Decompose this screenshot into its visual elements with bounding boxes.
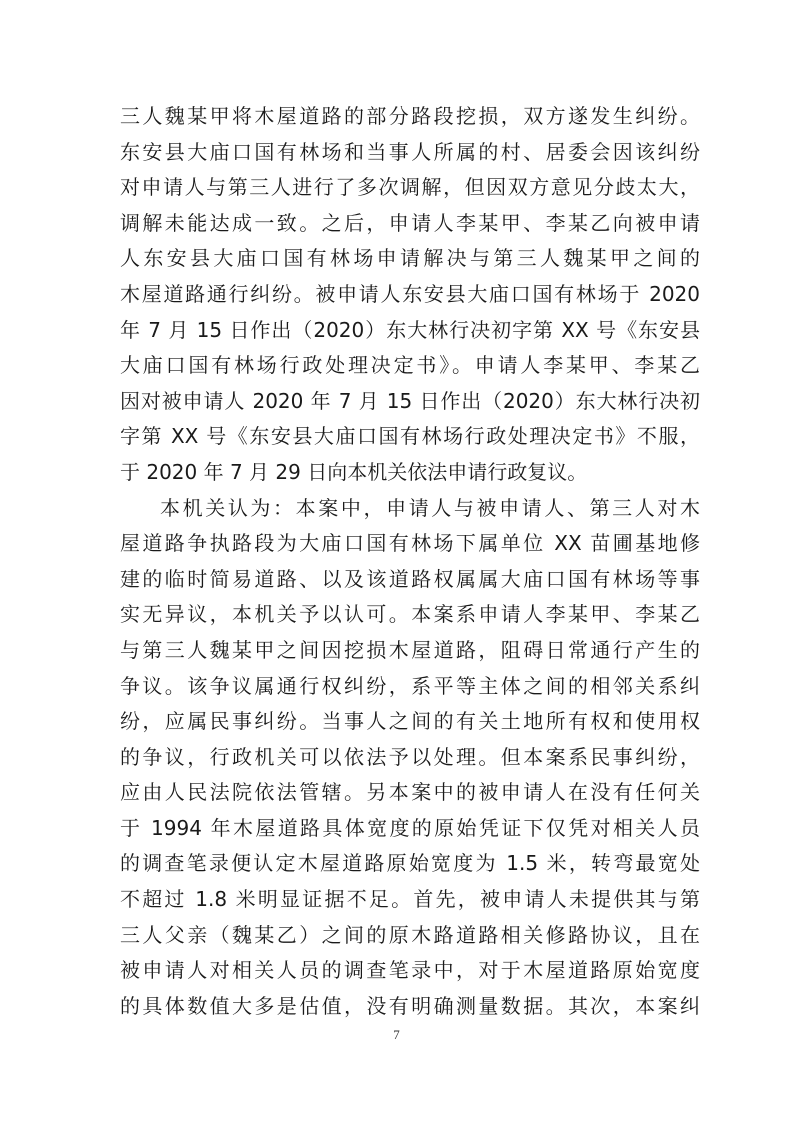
text-line: 大庙口国有林场行政处理决定书》。申请人李某甲、李某乙 [120,353,700,378]
text-line: 被申请人对相关人员的调查笔录中，对于木屋道路原始宽度 [120,958,700,983]
text-line: 三人魏某甲将木屋道路的部分路段挖损，双方遂发生纠纷。 [120,104,700,128]
text-line: 纷，应属民事纠纷。当事人之间的有关土地所有权和使用权 [120,709,700,734]
text-line: 应由人民法院依法管辖。另本案中的被申请人在没有任何关 [120,780,700,805]
text-line: 屋道路争执路段为大庙口国有林场下属单位 XX 苗圃基地修 [120,531,700,556]
paragraph-end-line: 于 2020 年 7 月 29 日向本机关依法申请行政复议。 [120,459,588,484]
text-line: 因对被申请人 2020 年 7 月 15 日作出（2020）东大林行决初 [120,388,700,413]
text-line: 的具体数值大多是估值，没有明确测量数据。其次，本案纠 [120,993,700,1018]
text-line: 的调查笔录便认定木屋道路原始宽度为 1.5 米，转弯最宽处 [120,851,700,876]
body-text [120,99,700,1024]
paragraph-start-line: 本机关认为：本案中，申请人与被申请人、第三人对木 [160,495,700,520]
text-line: 建的临时简易道路、以及该道路权属属大庙口国有林场等事 [120,566,700,591]
text-line: 的争议，行政机关可以依法予以处理。但本案系民事纠纷， [120,744,700,769]
text-line: 调解未能达成一致。之后，申请人李某甲、李某乙向被申请 [120,210,700,235]
text-line: 对申请人与第三人进行了多次调解，但因双方意见分歧太大， [120,175,700,200]
text-line: 字第 XX 号《东安县大庙口国有林场行政处理决定书》不服， [120,424,700,449]
text-line: 争议。该争议属通行权纠纷，系平等主体之间的相邻关系纠 [120,673,700,698]
text-line: 于 1994 年木屋道路具体宽度的原始凭证下仅凭对相关人员 [120,815,700,840]
text-line: 实无异议，本机关予以认可。本案系申请人李某甲、李某乙 [120,602,700,627]
text-line: 人东安县大庙口国有林场申请解决与第三人魏某甲之间的 [120,246,700,271]
text-line: 东安县大庙口国有林场和当事人所属的村、居委会因该纠纷 [120,139,700,164]
text-line: 木屋道路通行纠纷。被申请人东安县大庙口国有林场于 2020 [120,281,700,306]
text-line: 不超过 1.8 米明显证据不足。首先，被申请人未提供其与第 [120,887,700,912]
text-line: 年 7 月 15 日作出（2020）东大林行决初字第 XX 号《东安县 [120,317,700,342]
text-line: 三人父亲（魏某乙）之间的原木路道路相关修路协议，且在 [120,922,700,947]
text-line: 与第三人魏某甲之间因挖损木屋道路，阻碍日常通行产生的 [120,637,700,662]
page-number: 7 [393,1027,400,1042]
